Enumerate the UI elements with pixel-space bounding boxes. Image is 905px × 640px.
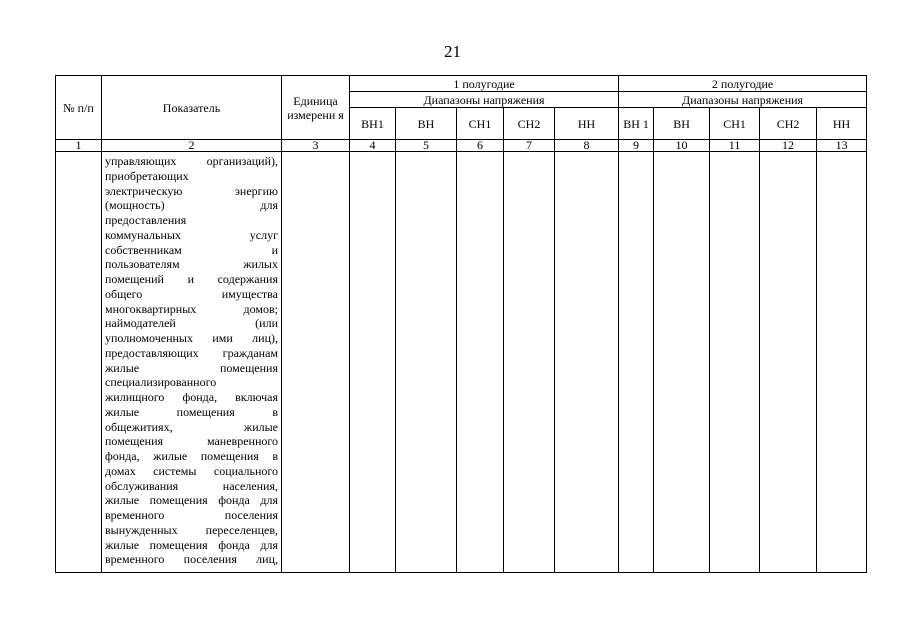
value-cell — [654, 152, 710, 573]
indicator-line: предоставляющих гражданам — [105, 345, 278, 360]
header-half-2: 2 полугодие — [619, 76, 867, 92]
indicator-line: временного поселения — [105, 508, 278, 522]
value-cell — [350, 152, 396, 573]
column-number: 8 — [555, 140, 619, 152]
header-level: ВН1 — [350, 108, 396, 140]
value-cell — [396, 152, 457, 573]
header-level: СН1 — [457, 108, 504, 140]
indicator-line: пользователям жилых — [105, 257, 278, 272]
page-number: 21 — [444, 42, 461, 61]
indicator-text — [105, 154, 278, 567]
column-number: 12 — [760, 140, 817, 152]
header-voltage-ranges-2: Диапазоны напряжения — [619, 92, 867, 108]
header-voltage-ranges-1: Диапазоны напряжения — [350, 92, 619, 108]
column-number: 5 — [396, 140, 457, 152]
indicator-line: домах системы социального — [105, 463, 278, 478]
column-number-row — [56, 140, 867, 152]
value-cell — [555, 152, 619, 573]
header-level: ВН — [654, 108, 710, 140]
indicator-line: предоставления — [105, 213, 187, 227]
indicator-line: помещений и содержания — [105, 272, 278, 286]
indicator-line: жилые помещения — [105, 360, 278, 375]
indicator-line: временного поселения лиц, — [105, 552, 278, 567]
value-cell — [710, 152, 760, 573]
indicator-cell — [102, 152, 282, 573]
indicator-line: общежитиях, жилые — [105, 419, 278, 434]
column-number: 1 — [56, 140, 102, 152]
column-number: 13 — [817, 140, 867, 152]
column-number: 9 — [619, 140, 654, 152]
indicator-line: (мощность) для — [105, 198, 278, 213]
indicator-line: помещения маневренного — [105, 434, 278, 449]
header-level: НН — [817, 108, 867, 140]
indicator-line: наймодателей (или — [105, 316, 278, 331]
indicator-line: приобретающих — [105, 168, 189, 183]
header-level: СН1 — [710, 108, 760, 140]
column-number: 3 — [282, 140, 350, 152]
column-number: 6 — [457, 140, 504, 152]
indicator-line: коммунальных услуг — [105, 227, 278, 242]
column-number: 7 — [504, 140, 555, 152]
header-level: СН2 — [504, 108, 555, 140]
header-level: ВН — [396, 108, 457, 140]
column-number: 11 — [710, 140, 760, 152]
header-unit: Единица измерени я — [282, 76, 350, 140]
value-cell — [619, 152, 654, 573]
indicator-line: многоквартирных домов; — [105, 301, 278, 316]
value-cell — [760, 152, 817, 573]
header-num: № п/п — [56, 76, 102, 140]
indicator-line: специализированного — [105, 375, 217, 390]
indicator-line: жилые помещения в — [105, 404, 278, 419]
indicator-line: жилые помещения фонда для — [105, 537, 278, 552]
value-cell — [457, 152, 504, 573]
value-cell — [504, 152, 555, 573]
indicator-line: жилищного фонда, включая — [105, 390, 278, 404]
header-level: НН — [555, 108, 619, 140]
indicator-line: вынужденных переселенцев, — [105, 522, 278, 537]
indicator-line: уполномоченных ими лиц), — [105, 331, 278, 345]
indicator-line: жилые помещения фонда для — [105, 493, 278, 508]
indicator-line: управляющих организаций), — [105, 154, 278, 168]
header-level: ВН 1 — [619, 108, 654, 140]
header-indicator: Показатель — [102, 76, 282, 140]
row-num-cell — [56, 152, 102, 573]
value-cell — [817, 152, 867, 573]
column-number: 10 — [654, 140, 710, 152]
indicator-line: собственникам и — [105, 242, 278, 257]
header-level: СН2 — [760, 108, 817, 140]
tariff-table — [55, 75, 867, 573]
indicator-line: фонда, жилые помещения в — [105, 449, 278, 463]
unit-cell — [282, 152, 350, 573]
column-number: 4 — [350, 140, 396, 152]
column-number: 2 — [102, 140, 282, 152]
header-half-1: 1 полугодие — [350, 76, 619, 92]
table-row — [56, 152, 867, 573]
indicator-line: электрическую энергию — [105, 183, 278, 198]
indicator-line: общего имущества — [105, 286, 278, 301]
indicator-line: обслуживания населения, — [105, 478, 278, 493]
